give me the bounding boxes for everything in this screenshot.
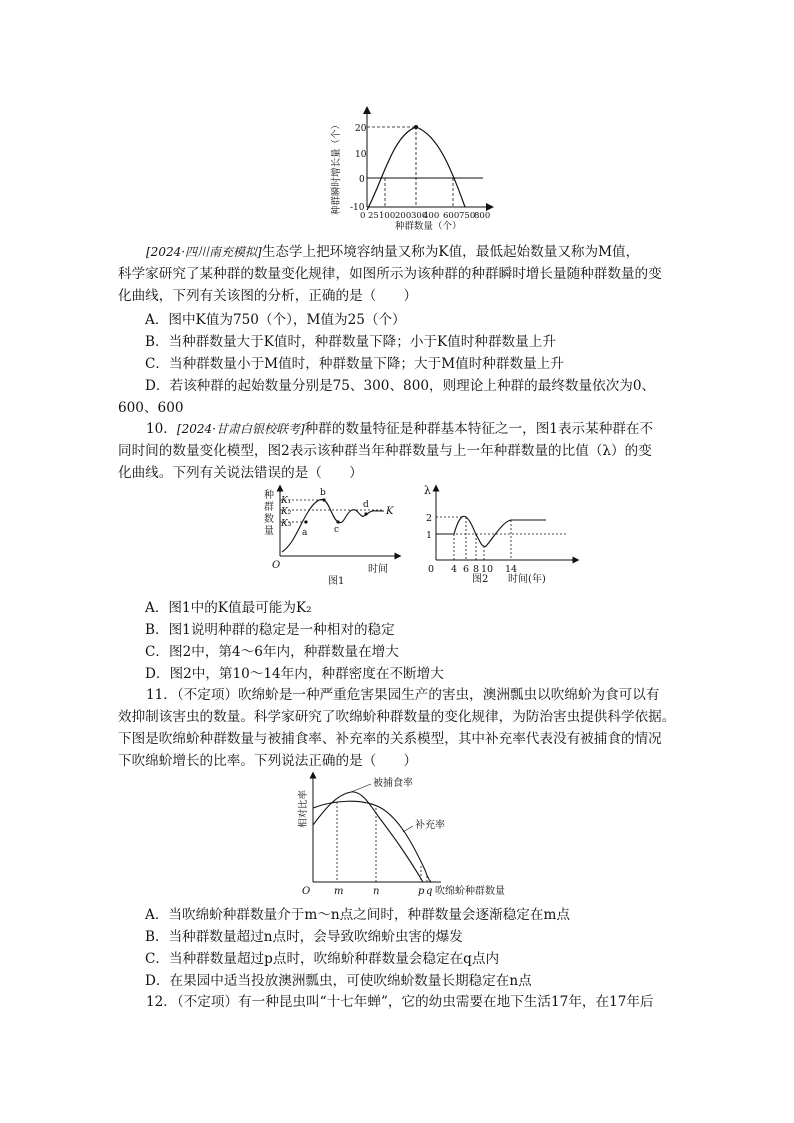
fig2-curve: [436, 516, 546, 546]
xtick: 200: [395, 211, 412, 221]
q11-stem-2: 效抑制该害虫的数量。科学家研究了吹绵蚧种群数量的变化规律，为防治害虫提供科学依据。: [118, 709, 676, 725]
q9-stem-2: 科学家研究了某种群的数量变化规律，如图所示为该种群的种群瞬时增长量随种群数量的变: [118, 266, 662, 282]
fig1-point-b: [322, 498, 325, 501]
fig2-xtick: 0: [428, 564, 435, 575]
xtick: 25: [368, 211, 379, 221]
ytick: 10: [355, 150, 367, 160]
fig3-q: q: [426, 886, 433, 897]
ytick: -10: [350, 203, 365, 213]
q11-option-d[interactable]: D．在果园中适当投放澳洲瓢虫，可使吹绵蚧数量长期稳定在n点: [145, 973, 532, 989]
fig3-n: n: [373, 886, 380, 897]
fig2-ytick: 2: [426, 513, 433, 524]
q9-stem-1: 生态学上把环境容纳量又称为K值，最低起始数量又称为M值，: [261, 244, 640, 260]
fig3-supplement-label: 补充率: [415, 820, 445, 831]
fig1-ylabel-char: 数: [264, 514, 274, 525]
xtick: 400: [423, 211, 440, 221]
fig1-point-a: [304, 520, 307, 523]
q11-stem: [118, 684, 678, 772]
ytick: 20: [355, 124, 367, 134]
q11-option-c[interactable]: C．当种群数量超过p点时，吹绵蚧种群数量会稳定在q点内: [145, 951, 500, 967]
fig1-origin: O: [272, 560, 281, 571]
fig2-xtick: 4: [451, 564, 458, 575]
xtick: 600: [443, 211, 460, 221]
fig3-xlabel: 吹绵蚧种群数量: [435, 886, 505, 897]
y-axis-label: 种群瞬时增长量（个）: [331, 119, 342, 215]
q10-num: 10．: [146, 421, 177, 437]
fig2-xtick: 8: [473, 564, 480, 575]
fig3-predation-leader: [351, 784, 371, 792]
q10-option-d[interactable]: D．图2中，第10～14年内，种群密度在不断增大: [145, 666, 444, 682]
fig3-m: m: [334, 886, 344, 897]
fig2-ytick: 1: [426, 530, 433, 541]
fig3-p: p: [418, 886, 425, 897]
q10-option-b[interactable]: B．图1说明种群的稳定是一种相对的稳定: [145, 622, 395, 638]
fig3-predation-curve: [313, 792, 423, 882]
q10-option-c[interactable]: C．图2中，第4～6年内，种群数量在增大: [145, 644, 399, 660]
fig2-xtick: 10: [481, 564, 494, 575]
q11-stem-1: 11．（不定项）吹绵蚧是一种严重危害果园生产的害虫，澳洲瓢虫以吹绵蚧为食可以有: [146, 687, 660, 703]
fig2-caption: 图2: [472, 574, 489, 585]
q11-option-a[interactable]: A．当吹绵蚧种群数量介于m～n点之间时，种群数量会逐渐稳定在m点: [145, 907, 570, 923]
q9-source: [2024·四川南充模拟]: [146, 245, 262, 259]
fig1-point-c: [336, 520, 339, 523]
fig1-d: d: [363, 500, 369, 510]
q9-option-d[interactable]: D．若该种群的起始数量分别是75、300、800，则理论上种群的最终数量依次为0、: [145, 378, 656, 394]
xtick: 100: [379, 211, 396, 221]
fig3-predation-label: 被捕食率: [373, 778, 413, 789]
q10-stem: [118, 418, 678, 484]
fig1-point-d: [364, 512, 367, 515]
q10-option-a[interactable]: A．图1中的K值最可能为K₂: [145, 600, 312, 616]
fig1-k3: K₃: [281, 519, 292, 529]
fig3-ylabel: 相对比率: [298, 789, 309, 828]
q10-stem-2: 同时间的数量变化模型，图2表示该种群当年种群数量与上一年种群数量的比值（λ）的变: [118, 443, 652, 459]
fig3-origin: O: [302, 886, 311, 897]
xtick: 0: [360, 211, 366, 221]
q10-stem-1: 种群的数量特征是种群基本特征之一，图1表示某种群在不: [304, 421, 654, 437]
figure-2: [418, 480, 583, 596]
fig1-ylabel-char: 种: [264, 490, 274, 501]
q9-option-a[interactable]: A．图中K值为750（个），M值为25（个）: [145, 312, 406, 328]
q12-stem: [118, 991, 678, 1013]
fig2-xtick: 6: [463, 564, 470, 575]
fig1-caption: 图1: [328, 576, 345, 587]
fig1-k2: K₂: [281, 507, 292, 517]
q11-stem-3: 下图是吹绵蚧种群数量与被捕食率、补充率的关系模型，其中补充率代表没有被捕食的情况: [118, 731, 662, 747]
fig3-supplement-curve: [313, 801, 431, 882]
figure-1: [258, 484, 408, 598]
peak-point: [414, 125, 418, 129]
figure-3: [293, 770, 533, 904]
q11-stem-4: 下吹绵蚧增长的比率。下列说法正确的是（ ）: [118, 753, 418, 769]
q9-stem-3: 化曲线，下列有关该图的分析，正确的是（ ）: [118, 288, 418, 304]
q9-option-b[interactable]: B．当种群数量大于K值时，种群数量下降；小于K值时种群数量上升: [145, 334, 556, 350]
fig1-a: a: [302, 528, 308, 538]
q12-stem-1: 12．（不定项）有一种昆虫叫“十七年蝉”，它的幼虫需要在地下生活17年，在17年后: [146, 994, 654, 1010]
fig2-xtick: 14: [505, 564, 518, 575]
fig1-ylabel-char: 群: [264, 502, 274, 513]
q9-option-c[interactable]: C．当种群数量小于M值时，种群数量下降；大于M值时种群数量上升: [145, 356, 564, 372]
xtick: 800: [474, 211, 491, 221]
ytick: 0: [359, 175, 365, 185]
x-axis-label: 种群数量（个）: [395, 221, 462, 232]
fig1-b: b: [320, 488, 326, 498]
fig3-supplement-leader: [403, 826, 413, 832]
xtick: 750: [459, 211, 476, 221]
q9-option-d-cont: 600、600: [118, 400, 184, 416]
fig1-k1: K₁: [281, 496, 292, 506]
fig2-ylabel: λ: [424, 484, 431, 497]
growth-chart: [325, 105, 500, 239]
fig1-xlabel: 时间: [368, 564, 388, 575]
fig2-xlabel: 时间(年): [508, 574, 546, 585]
fig1-k: K: [386, 506, 394, 517]
fig1-c: c: [334, 525, 340, 535]
q9-stem: [118, 241, 678, 307]
q11-option-b[interactable]: B．当种群数量超过n点时，会导致吹绵蚧虫害的爆发: [145, 929, 463, 945]
xtick: 300: [411, 211, 428, 221]
q10-stem-3: 化曲线。下列有关说法错误的是（ ）: [118, 465, 363, 481]
q10-source: [2024·甘肃白银校联考]: [176, 422, 305, 436]
fig1-ylabel-char: 量: [264, 526, 274, 537]
